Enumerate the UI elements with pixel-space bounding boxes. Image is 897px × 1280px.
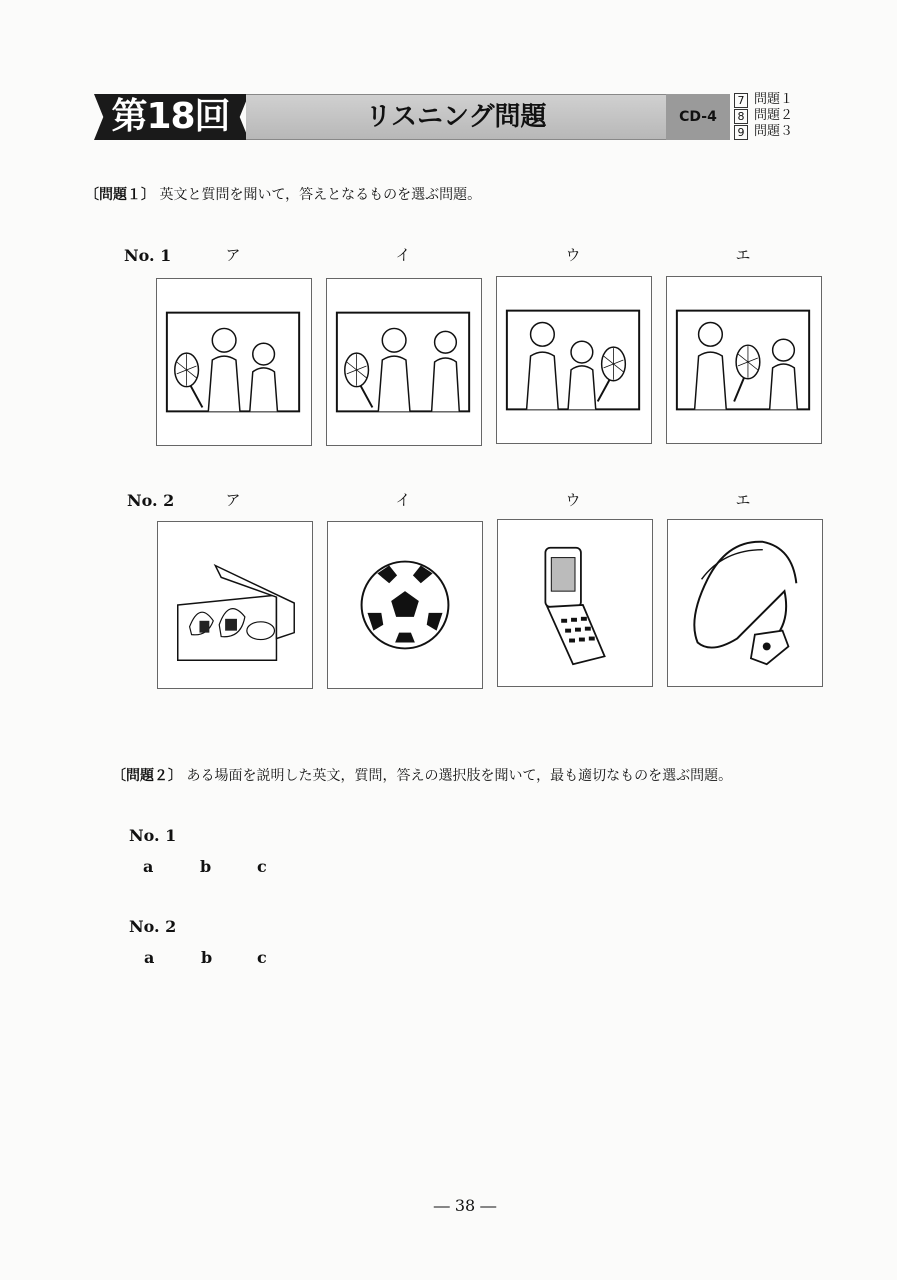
q2-no2-label: No. 2 <box>129 917 177 936</box>
flip-phone-image <box>498 520 652 686</box>
q1-label: 〔問題１〕 <box>85 187 155 203</box>
q1-heading <box>85 184 481 204</box>
q1-no1-picture-e[interactable] <box>666 276 822 444</box>
soccer-ball-image <box>328 522 482 688</box>
q1-no1-picture-a[interactable] <box>156 278 312 446</box>
q1-no1-label: No. 1 <box>124 246 172 265</box>
tennis-girls-image <box>157 279 311 445</box>
q1-no1-choice-i: イ <box>395 246 411 264</box>
q1-no2-picture-u[interactable] <box>497 519 653 687</box>
q1-no1-choice-u: ウ <box>565 246 581 264</box>
track-item: 9 問題３ <box>734 124 824 140</box>
q1-no1-choice-e: エ <box>735 246 751 264</box>
q1-no2-choice-a: ア <box>225 491 241 509</box>
q1-instruction: 英文と質問を聞いて，答えとなるものを選ぶ問題。 <box>159 187 482 203</box>
lunchbox-image <box>158 522 312 688</box>
q1-no2-picture-e[interactable] <box>667 519 823 687</box>
whistle-image <box>668 520 822 686</box>
q1-no2-label: No. 2 <box>127 491 175 510</box>
q1-no2-choice-i: イ <box>395 491 411 509</box>
q2-no1-option-a[interactable]: a <box>143 857 154 876</box>
q1-no2-choice-e: エ <box>735 491 751 509</box>
cd-label: CD-4 <box>666 94 730 140</box>
q2-no1-label: No. 1 <box>129 826 177 845</box>
q1-no2-picture-i[interactable] <box>327 521 483 689</box>
track-list <box>734 92 824 140</box>
page-title: リスニング問題 <box>365 102 547 132</box>
q2-label: 〔問題２〕 <box>112 768 182 784</box>
q1-no2-picture-a[interactable] <box>157 521 313 689</box>
round-label: 第18回 <box>111 96 230 137</box>
q2-instruction: ある場面を説明した英文，質問，答えの選択肢を聞いて，最も適切なものを選ぶ問題。 <box>186 768 733 784</box>
tennis-girls-image <box>497 277 651 443</box>
q2-no1-option-c[interactable]: c <box>257 857 267 876</box>
tennis-girls-image <box>667 277 821 443</box>
tennis-girls-image <box>327 279 481 445</box>
q2-heading <box>112 765 732 785</box>
q2-no2-option-a[interactable]: a <box>144 948 155 967</box>
page-number: ― 38 ― <box>433 1196 497 1215</box>
q1-no1-choice-a: ア <box>225 246 241 264</box>
q2-no2-option-c[interactable]: c <box>257 948 267 967</box>
q1-no1-picture-u[interactable] <box>496 276 652 444</box>
q2-no2-option-b[interactable]: b <box>201 948 213 967</box>
track-item: 8 問題２ <box>734 108 824 124</box>
track-item: 7 問題１ <box>734 92 824 108</box>
q1-no2-choice-u: ウ <box>565 491 581 509</box>
q2-no1-option-b[interactable]: b <box>200 857 212 876</box>
q1-no1-picture-i[interactable] <box>326 278 482 446</box>
